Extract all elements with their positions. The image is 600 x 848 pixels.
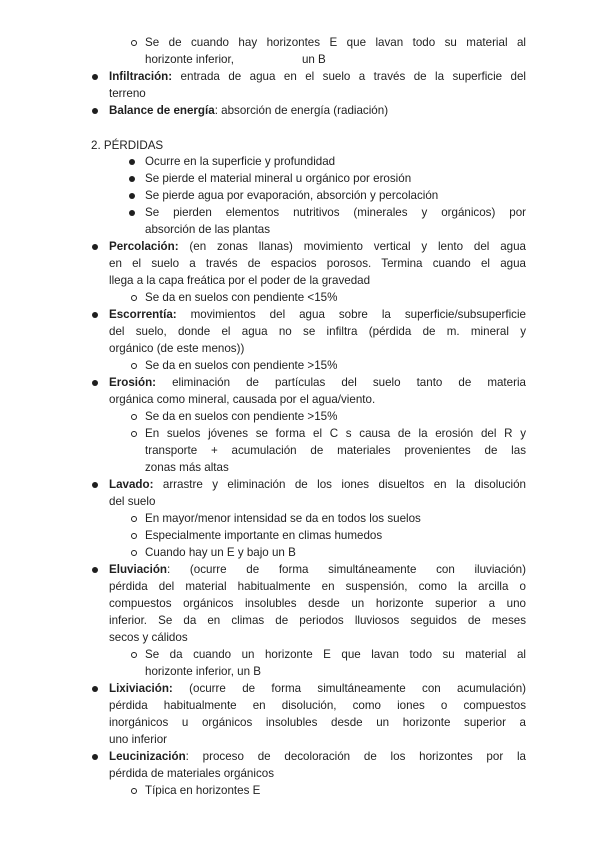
term-escorrentia: Escorrentía: [109, 308, 177, 321]
text-line: Se de cuando hay horizontes E que lavan todo su material al [145, 36, 526, 49]
bullet-dot [92, 74, 98, 80]
text-line [109, 102, 388, 119]
text-line: Especialmente importante en climas humedos [145, 529, 383, 542]
sub-bullet-circle [131, 516, 137, 522]
text-line: zonas más altas [145, 461, 229, 474]
text-line: compuestos orgánicos insolubles desde un horizonte superior a uno [109, 597, 526, 610]
text-line: pérdida del material habitualmente en suspensión, como la arcilla o [109, 580, 526, 593]
text-fragment: arrastre y eliminación de los iones disueltos en la disolución [153, 478, 526, 491]
bullet-dot [92, 108, 98, 114]
text-line: pérdida de materiales orgánicos [109, 767, 274, 780]
text-fragment: : proceso de decoloración de los horizontes por la [185, 750, 526, 763]
text-line: orgánico (de este menos)) [109, 342, 245, 355]
text-line: Se da cuando un horizonte E que lavan todo su material al [145, 648, 526, 661]
text-fragment: eliminación de partículas del suelo tanto de materia [156, 376, 526, 389]
term-leucinizacion: Leucinización [109, 750, 186, 763]
term-eluviacion: Eluviación [109, 563, 167, 576]
term-infiltracion: Infiltración: [109, 70, 173, 83]
text-fragment: horizonte inferior, [145, 53, 234, 66]
bullet-dot [129, 210, 135, 216]
text-line: Ocurre en la superficie y profundidad [145, 155, 336, 168]
text-line: inferior. Se da en climas de periodos lluviosos seguidos de meses [109, 614, 526, 627]
sub-bullet-circle [131, 414, 137, 420]
bullet-dot [129, 159, 135, 165]
text-line: terreno [109, 87, 146, 100]
bullet-dot [129, 176, 135, 182]
text-line: En suelos jóvenes se forma el C s causa de la erosión del R y [145, 427, 526, 440]
text-fragment: un B [301, 53, 326, 66]
text-line: uno inferior [109, 733, 168, 746]
text-line: transporte + acumulación de materiales provenientes de las [145, 444, 526, 457]
text-line: del suelo [109, 495, 156, 508]
text-fragment: (en zonas llanas) movimiento vertical y lento del agua [178, 240, 526, 253]
text-fragment: entrada de agua en el suelo a través de la superficie del [172, 70, 526, 83]
bullet-dot [92, 244, 98, 250]
text-line: En mayor/menor intensidad se da en todos los suelos [145, 512, 421, 525]
text-line: Se da en suelos con pendiente <15% [145, 291, 338, 304]
text-line: Se pierde agua por evaporación, absorción y percolación [145, 189, 439, 202]
sub-bullet-circle [131, 533, 137, 539]
sub-bullet-circle [131, 550, 137, 556]
term-lavado: Lavado: [109, 478, 154, 491]
text-fragment: movimientos del agua sobre la superficie/subsuperficie [176, 308, 526, 321]
bullet-dot [92, 312, 98, 318]
text-line: del suelo, donde el agua no se infiltra (pérdida de m. mineral y [109, 325, 526, 338]
text-line: Se pierden elementos nutritivos (minerales y orgánicos) por [145, 206, 526, 219]
text-line [109, 374, 526, 391]
text-line: Se pierde el material mineral u orgánico por erosión [145, 172, 412, 185]
sub-bullet-circle [131, 363, 137, 369]
text-line: inorgánicos u orgánicos insolubles desde un horizonte superior a [109, 716, 526, 729]
term-balance-energia: Balance de energía [109, 104, 215, 117]
sub-bullet-circle [131, 40, 137, 46]
bullet-dot [129, 193, 135, 199]
text-line: horizonte inferior, un B [145, 665, 262, 678]
text-line [109, 68, 526, 85]
bullet-dot [92, 482, 98, 488]
text-line: Cuando hay un E y bajo un B [145, 546, 296, 559]
text-line [109, 561, 526, 578]
text-fragment: (ocurre de forma simultáneamente con acumulación) [172, 682, 526, 695]
text-line [109, 306, 526, 323]
text-line [109, 238, 526, 255]
text-line [109, 748, 526, 765]
text-line: orgánica como mineral, causada por el agua/viento. [109, 393, 376, 406]
term-percolacion: Percolación: [109, 240, 179, 253]
text-line: secos y cálidos [109, 631, 188, 644]
bullet-dot [92, 380, 98, 386]
term-erosion: Erosión: [109, 376, 157, 389]
text-line [109, 476, 526, 493]
text-line [109, 680, 526, 697]
text-line [145, 51, 326, 68]
bullet-dot [92, 686, 98, 692]
text-fragment: : (ocurre de forma simultáneamente con iluviación) [167, 563, 526, 576]
text-line: en el suelo a través de espacios porosos. Termina cuando el agua [109, 257, 526, 270]
text-line: pérdida habitualmente en disolución, como iones o compuestos [109, 699, 526, 712]
bullet-dot [92, 754, 98, 760]
text-line: Se da en suelos con pendiente >15% [145, 359, 338, 372]
sub-bullet-circle [131, 788, 137, 794]
sub-bullet-circle [131, 652, 137, 658]
text-line: Típica en horizontes E [145, 784, 261, 797]
text-line: absorción de las plantas [145, 223, 271, 236]
text-fragment: : absorción de energía (radiación) [214, 104, 389, 117]
sub-bullet-circle [131, 431, 137, 437]
bullet-dot [92, 567, 98, 573]
section-heading-perdidas: 2. PÉRDIDAS [91, 139, 164, 152]
text-line: Se da en suelos con pendiente >15% [145, 410, 338, 423]
term-lixiviacion: Lixiviación: [109, 682, 173, 695]
sub-bullet-circle [131, 295, 137, 301]
text-line: llega a la capa freática por el poder de la gravedad [109, 274, 371, 287]
